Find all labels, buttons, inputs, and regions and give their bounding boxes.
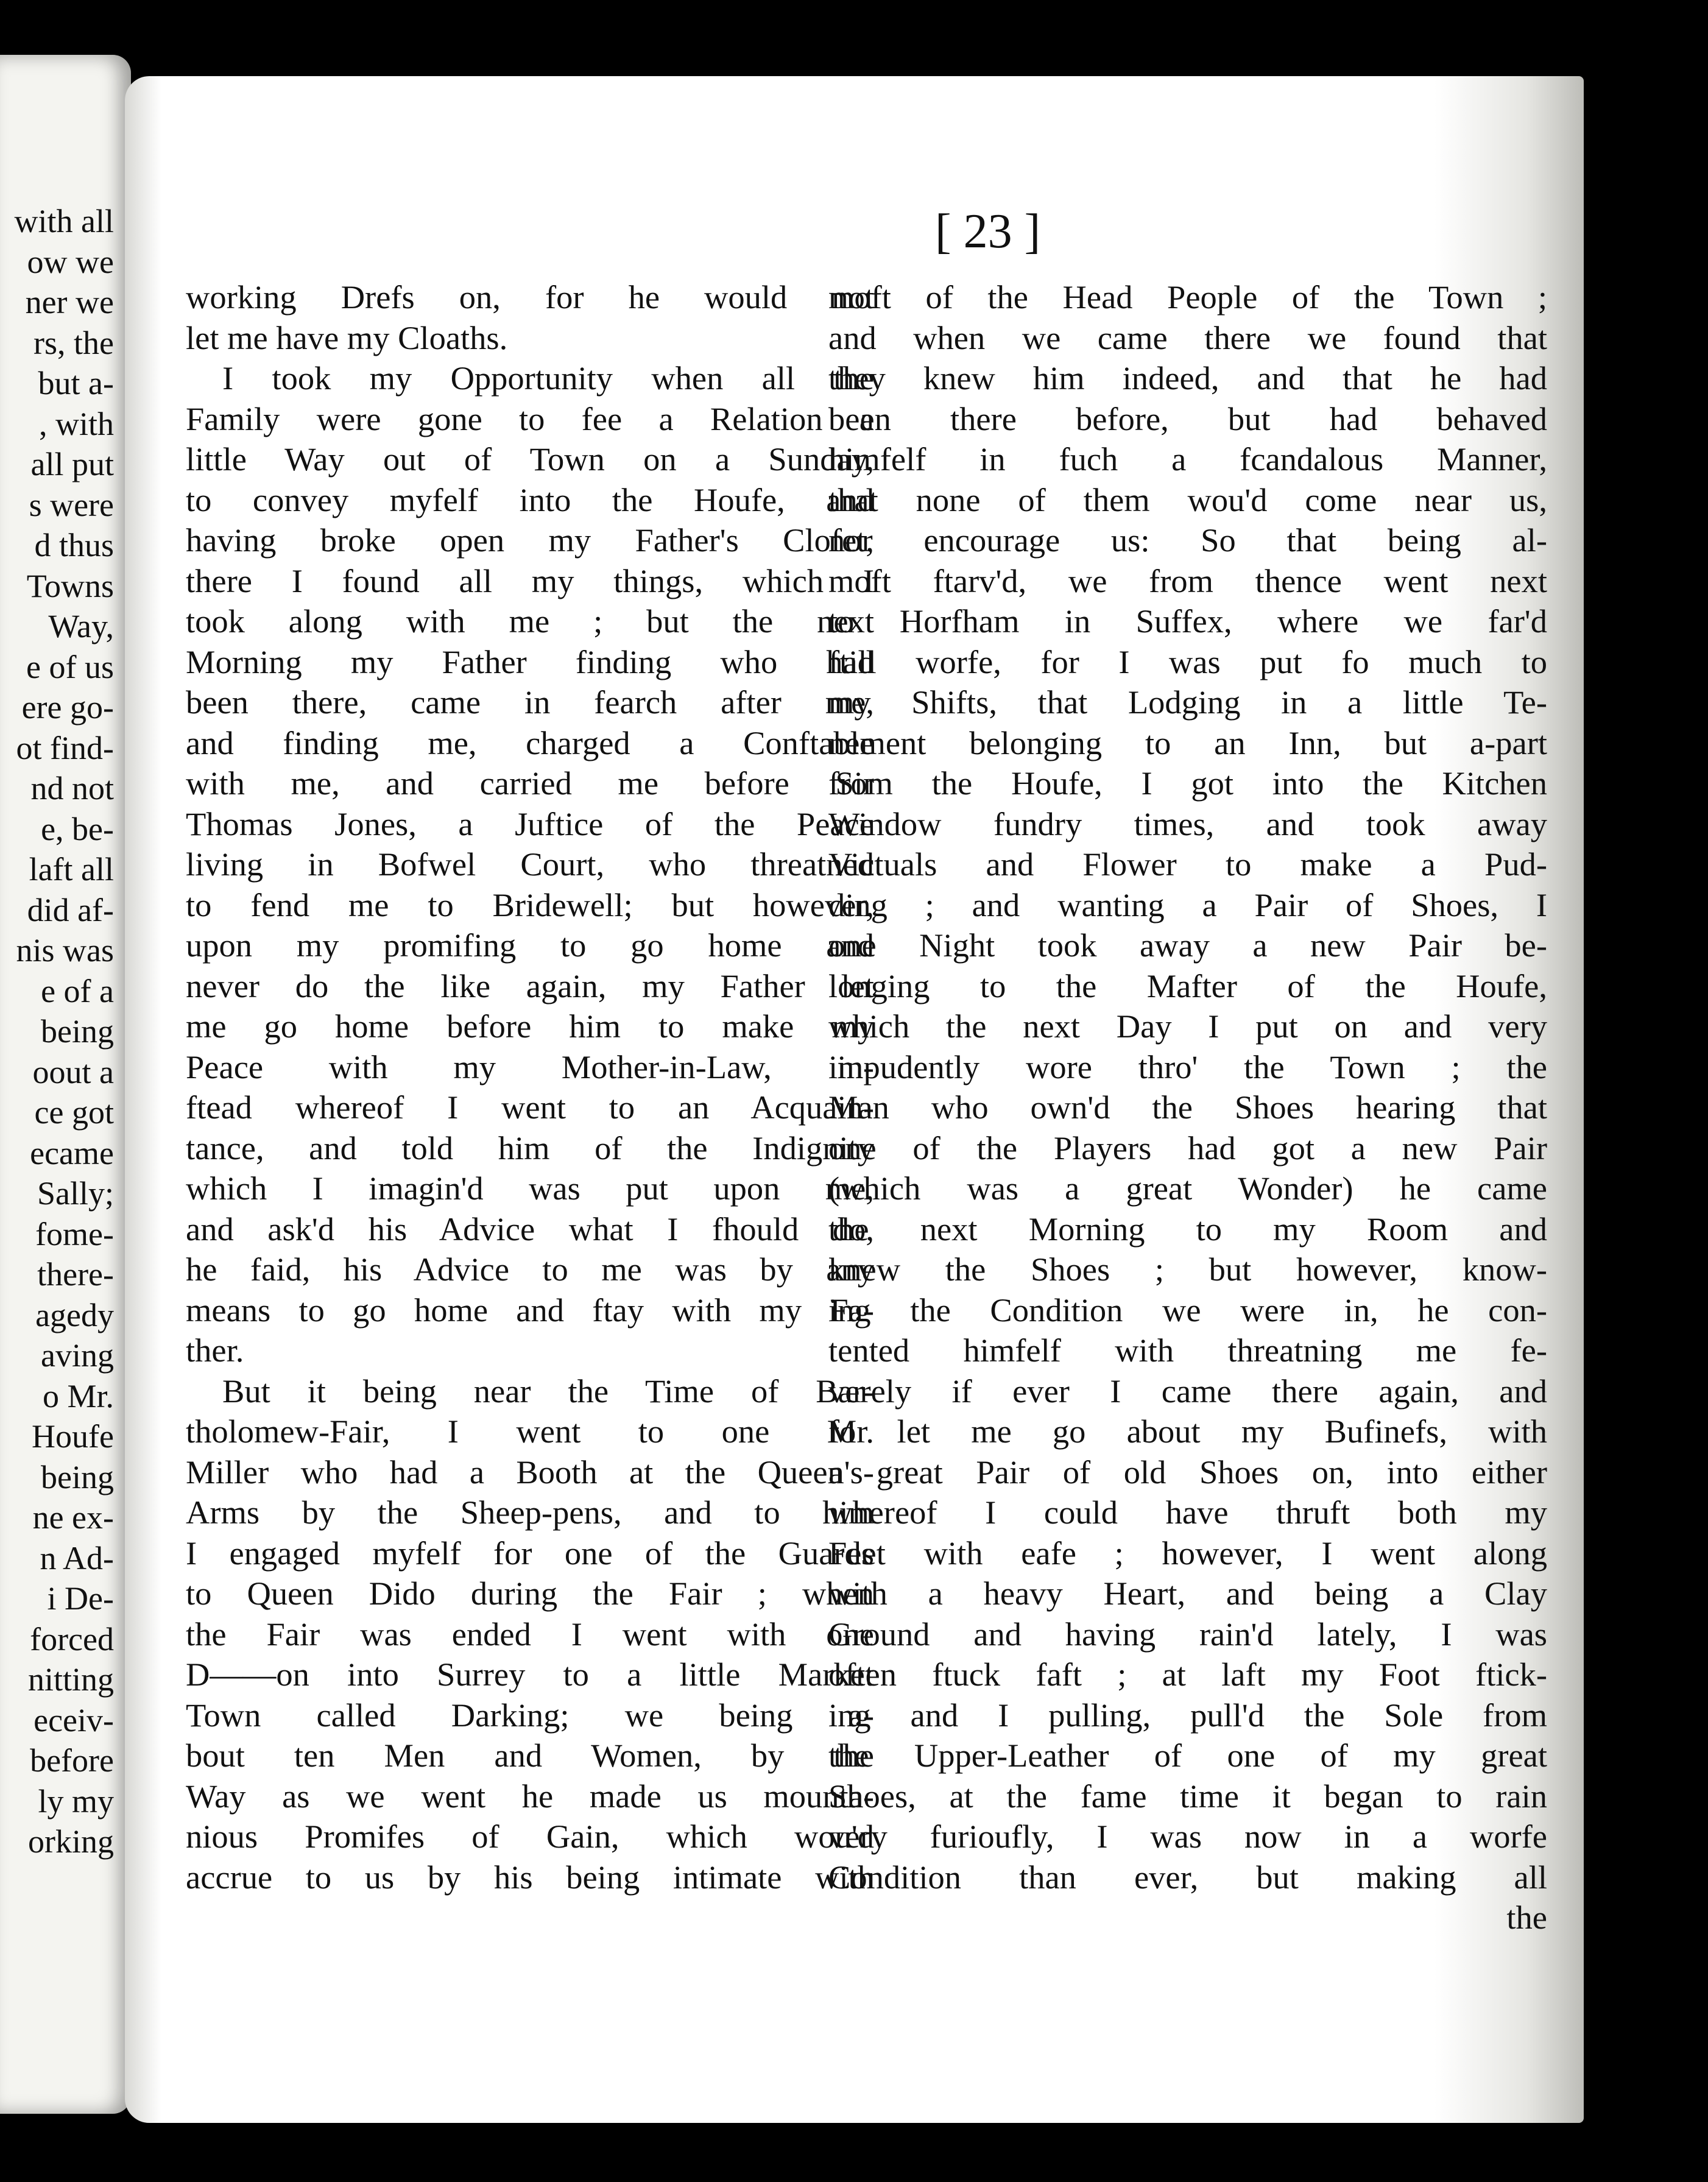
facing-page-line: ecame xyxy=(30,1134,114,1171)
text-line: a great Pair of old Shoes on, into either xyxy=(828,1453,1547,1491)
text-line: Town called Darking; we being a- xyxy=(186,1696,874,1734)
text-line: Victuals and Flower to make a Pud- xyxy=(828,846,1547,883)
text-line: ing the Condition we were in, he con- xyxy=(828,1291,1547,1329)
facing-page-line: e, be- xyxy=(41,810,114,847)
text-line: there I found all my things, which I xyxy=(186,562,874,599)
text-line: working Drefs on, for he would not xyxy=(186,278,874,316)
text-line: from the Houfe, I got into the Kitchen xyxy=(828,764,1547,802)
facing-page-line: laft all xyxy=(29,851,114,888)
text-line: upon my promifing to go home and xyxy=(186,927,874,964)
text-line: moft of the Head People of the Town ; xyxy=(828,278,1547,316)
facing-page-line: there- xyxy=(37,1256,114,1293)
text-line: me go home before him to make my xyxy=(186,1008,874,1045)
text-line: Way as we went he made us mounta- xyxy=(186,1777,874,1815)
text-line: my Shifts, that Lodging in a little Te- xyxy=(828,683,1547,721)
facing-page-line: s were xyxy=(29,486,114,523)
facing-page-line: Towns xyxy=(26,567,114,604)
facing-page-line: Way, xyxy=(48,608,114,644)
text-line: and when we came there we found that xyxy=(828,319,1547,356)
text-line: Feet with eafe ; however, I went along xyxy=(828,1534,1547,1572)
facing-page-line: , with xyxy=(38,405,114,442)
text-line: Window fundry times, and took away xyxy=(828,805,1547,842)
text-line: ding ; and wanting a Pair of Shoes, I xyxy=(828,886,1547,923)
facing-page-line: e of a xyxy=(41,972,114,1009)
facing-page-line: ner we xyxy=(25,284,114,320)
facing-page-line: eceiv- xyxy=(34,1701,114,1739)
facing-page-line: ere go- xyxy=(21,689,114,726)
text-line: means to go home and ftay with my Fa- xyxy=(186,1291,874,1329)
text-line: to Queen Dido during the Fair ; when xyxy=(186,1575,874,1612)
facing-page-line: did af- xyxy=(27,891,114,928)
text-line: Miller who had a Booth at the Queen's- xyxy=(186,1453,874,1491)
text-line: living in Bofwel Court, who threatned xyxy=(186,846,874,883)
text-line: I engaged myfelf for one of the Guards xyxy=(186,1534,874,1572)
text-line: took along with me ; but the next xyxy=(186,602,874,640)
text-line: Ground and having rain'd lately, I was xyxy=(828,1615,1547,1653)
text-line: ing and I pulling, pull'd the Sole from xyxy=(828,1696,1547,1734)
text-column-left xyxy=(186,277,874,1898)
facing-page-line: d thus xyxy=(34,527,114,563)
text-line: whereof I could have thruft both my xyxy=(828,1494,1547,1531)
facing-page-line: forced xyxy=(30,1620,114,1658)
text-line: nor encourage us: So that being al- xyxy=(828,521,1547,559)
text-line: he faid, his Advice to me was by any xyxy=(186,1251,874,1288)
text-line: never do the like again, my Father let xyxy=(186,967,874,1004)
text-line: often ftuck faft ; at laft my Foot ftick- xyxy=(828,1656,1547,1693)
facing-page-line: before xyxy=(30,1742,114,1779)
text-line: to fend me to Bridewell; but however, xyxy=(186,886,874,923)
facing-page-line: e of us xyxy=(26,648,114,685)
scan-border xyxy=(1584,61,1708,2144)
text-line: Peace with my Mother-in-Law, in- xyxy=(186,1048,874,1086)
text-line: let me have my Cloaths. xyxy=(186,319,508,356)
text-line: one of the Players had got a new Pair xyxy=(828,1129,1547,1167)
book-page xyxy=(125,76,1584,2123)
facing-page-line: agedy xyxy=(35,1296,114,1333)
text-line: that none of them wou'd come near us, xyxy=(828,481,1547,518)
text-line: tance, and told him of the Indignity xyxy=(186,1129,874,1167)
text-line: they knew him indeed, and that he had xyxy=(828,359,1547,397)
text-line: himfelf in fuch a fcandalous Manner, xyxy=(828,440,1547,478)
text-line: longing to the Mafter of the Houfe, xyxy=(828,967,1547,1004)
text-line: Shoes, at the fame time it began to rain xyxy=(828,1777,1547,1815)
facing-page-line: fome- xyxy=(35,1215,114,1252)
text-line: having broke open my Father's Clofet, xyxy=(186,521,874,559)
text-line: nement belonging to an Inn, but a-part xyxy=(828,724,1547,761)
text-line: the xyxy=(1506,1899,1547,1936)
facing-page-line: nd not xyxy=(30,770,114,807)
text-line: knew the Shoes ; but however, know- xyxy=(828,1251,1547,1288)
text-line: D——on into Surrey to a little Market xyxy=(186,1656,874,1693)
facing-page-line: ot find- xyxy=(16,729,114,766)
text-line: one Night took away a new Pair be- xyxy=(828,927,1547,964)
facing-page-line: n Ad- xyxy=(40,1539,114,1576)
text-line: Thomas Jones, a Juftice of the Peace xyxy=(186,805,874,842)
text-line: fo let me go about my Bufinefs, with xyxy=(828,1413,1547,1450)
text-line: Morning my Father finding who had xyxy=(186,643,874,680)
text-line: been there before, but had behaved xyxy=(828,400,1547,437)
text-line: and finding me, charged a Conftable xyxy=(186,724,874,761)
facing-page-line: o Mr. xyxy=(42,1377,114,1414)
facing-page-line: with all xyxy=(14,203,114,239)
facing-page-line: being xyxy=(41,1013,114,1050)
facing-page-line: Houfe xyxy=(32,1418,114,1455)
text-line: with me, and carried me before Sir xyxy=(186,764,874,802)
text-column-right xyxy=(828,277,1547,1938)
text-line: Family were gone to fee a Relation a xyxy=(186,400,874,437)
text-line: ftill worfe, for I was put fo much to xyxy=(828,643,1547,680)
text-line: accrue to us by his being intimate with xyxy=(186,1858,874,1896)
facing-page-line: all put xyxy=(30,446,114,482)
facing-page-line: i De- xyxy=(47,1580,114,1617)
text-line: moft ftarv'd, we from thence went next xyxy=(828,562,1547,599)
facing-page-line: Sally; xyxy=(37,1175,114,1212)
text-line: bout ten Men and Women, by the xyxy=(186,1737,874,1774)
text-line: ftead whereof I went to an Acquain- xyxy=(186,1089,874,1126)
text-line: been there, came in fearch after me, xyxy=(186,683,874,721)
facing-page-line: ow we xyxy=(27,243,114,280)
text-line: little Way out of Town on a Sunday, xyxy=(186,440,874,478)
facing-page-line: being xyxy=(41,1458,114,1495)
text-line: the Fair was ended I went with one xyxy=(186,1615,874,1653)
text-line: nious Promifes of Gain, which wou'd xyxy=(186,1818,874,1855)
text-line: to Horfham in Suffex, where we far'd xyxy=(828,602,1547,640)
facing-page-line: ce got xyxy=(34,1094,114,1131)
text-line: the Upper-Leather of one of my great xyxy=(828,1737,1547,1774)
text-line: impudently wore thro' the Town ; the xyxy=(828,1048,1547,1086)
text-line: to convey myfelf into the Houfe, and xyxy=(186,481,874,518)
facing-page-line: orking xyxy=(28,1823,114,1860)
facing-page-line: oout a xyxy=(32,1053,114,1090)
text-line: Condition than ever, but making all xyxy=(828,1858,1547,1896)
facing-page-line: aving xyxy=(41,1337,114,1374)
text-line: the next Morning to my Room and xyxy=(828,1210,1547,1248)
text-line: which the next Day I put on and very xyxy=(828,1008,1547,1045)
facing-page-line: rs, the xyxy=(34,324,114,361)
text-line: tholomew-Fair, I went to one Mr. xyxy=(186,1413,874,1450)
text-line: and ask'd his Advice what I fhould do, xyxy=(186,1210,874,1248)
text-line: (which was a great Wonder) he came xyxy=(828,1170,1547,1207)
text-line: with a heavy Heart, and being a Clay xyxy=(828,1575,1547,1612)
page-number: [ 23 ] xyxy=(935,205,1041,258)
facing-page-line: ly my xyxy=(38,1782,114,1820)
facing-page-line: nis was xyxy=(16,932,114,969)
facing-page-fragment xyxy=(0,55,131,2114)
text-line: But it being near the Time of Bar- xyxy=(222,1372,874,1410)
text-line: which I imagin'd was put upon me, xyxy=(186,1170,874,1207)
text-line: Arms by the Sheep-pens, and to him xyxy=(186,1494,874,1531)
facing-page-line: but a- xyxy=(38,365,114,401)
text-line: ther. xyxy=(186,1332,244,1369)
text-line: verely if ever I came there again, and xyxy=(828,1372,1547,1410)
facing-page-line: nitting xyxy=(27,1661,114,1698)
text-line: Man who own'd the Shoes hearing that xyxy=(828,1089,1547,1126)
text-line: I took my Opportunity when all the xyxy=(222,359,874,397)
facing-page-line: ne ex- xyxy=(32,1499,114,1536)
text-line: tented himfelf with threatning me fe- xyxy=(828,1332,1547,1369)
text-line: very furioufly, I was now in a worfe xyxy=(828,1818,1547,1855)
